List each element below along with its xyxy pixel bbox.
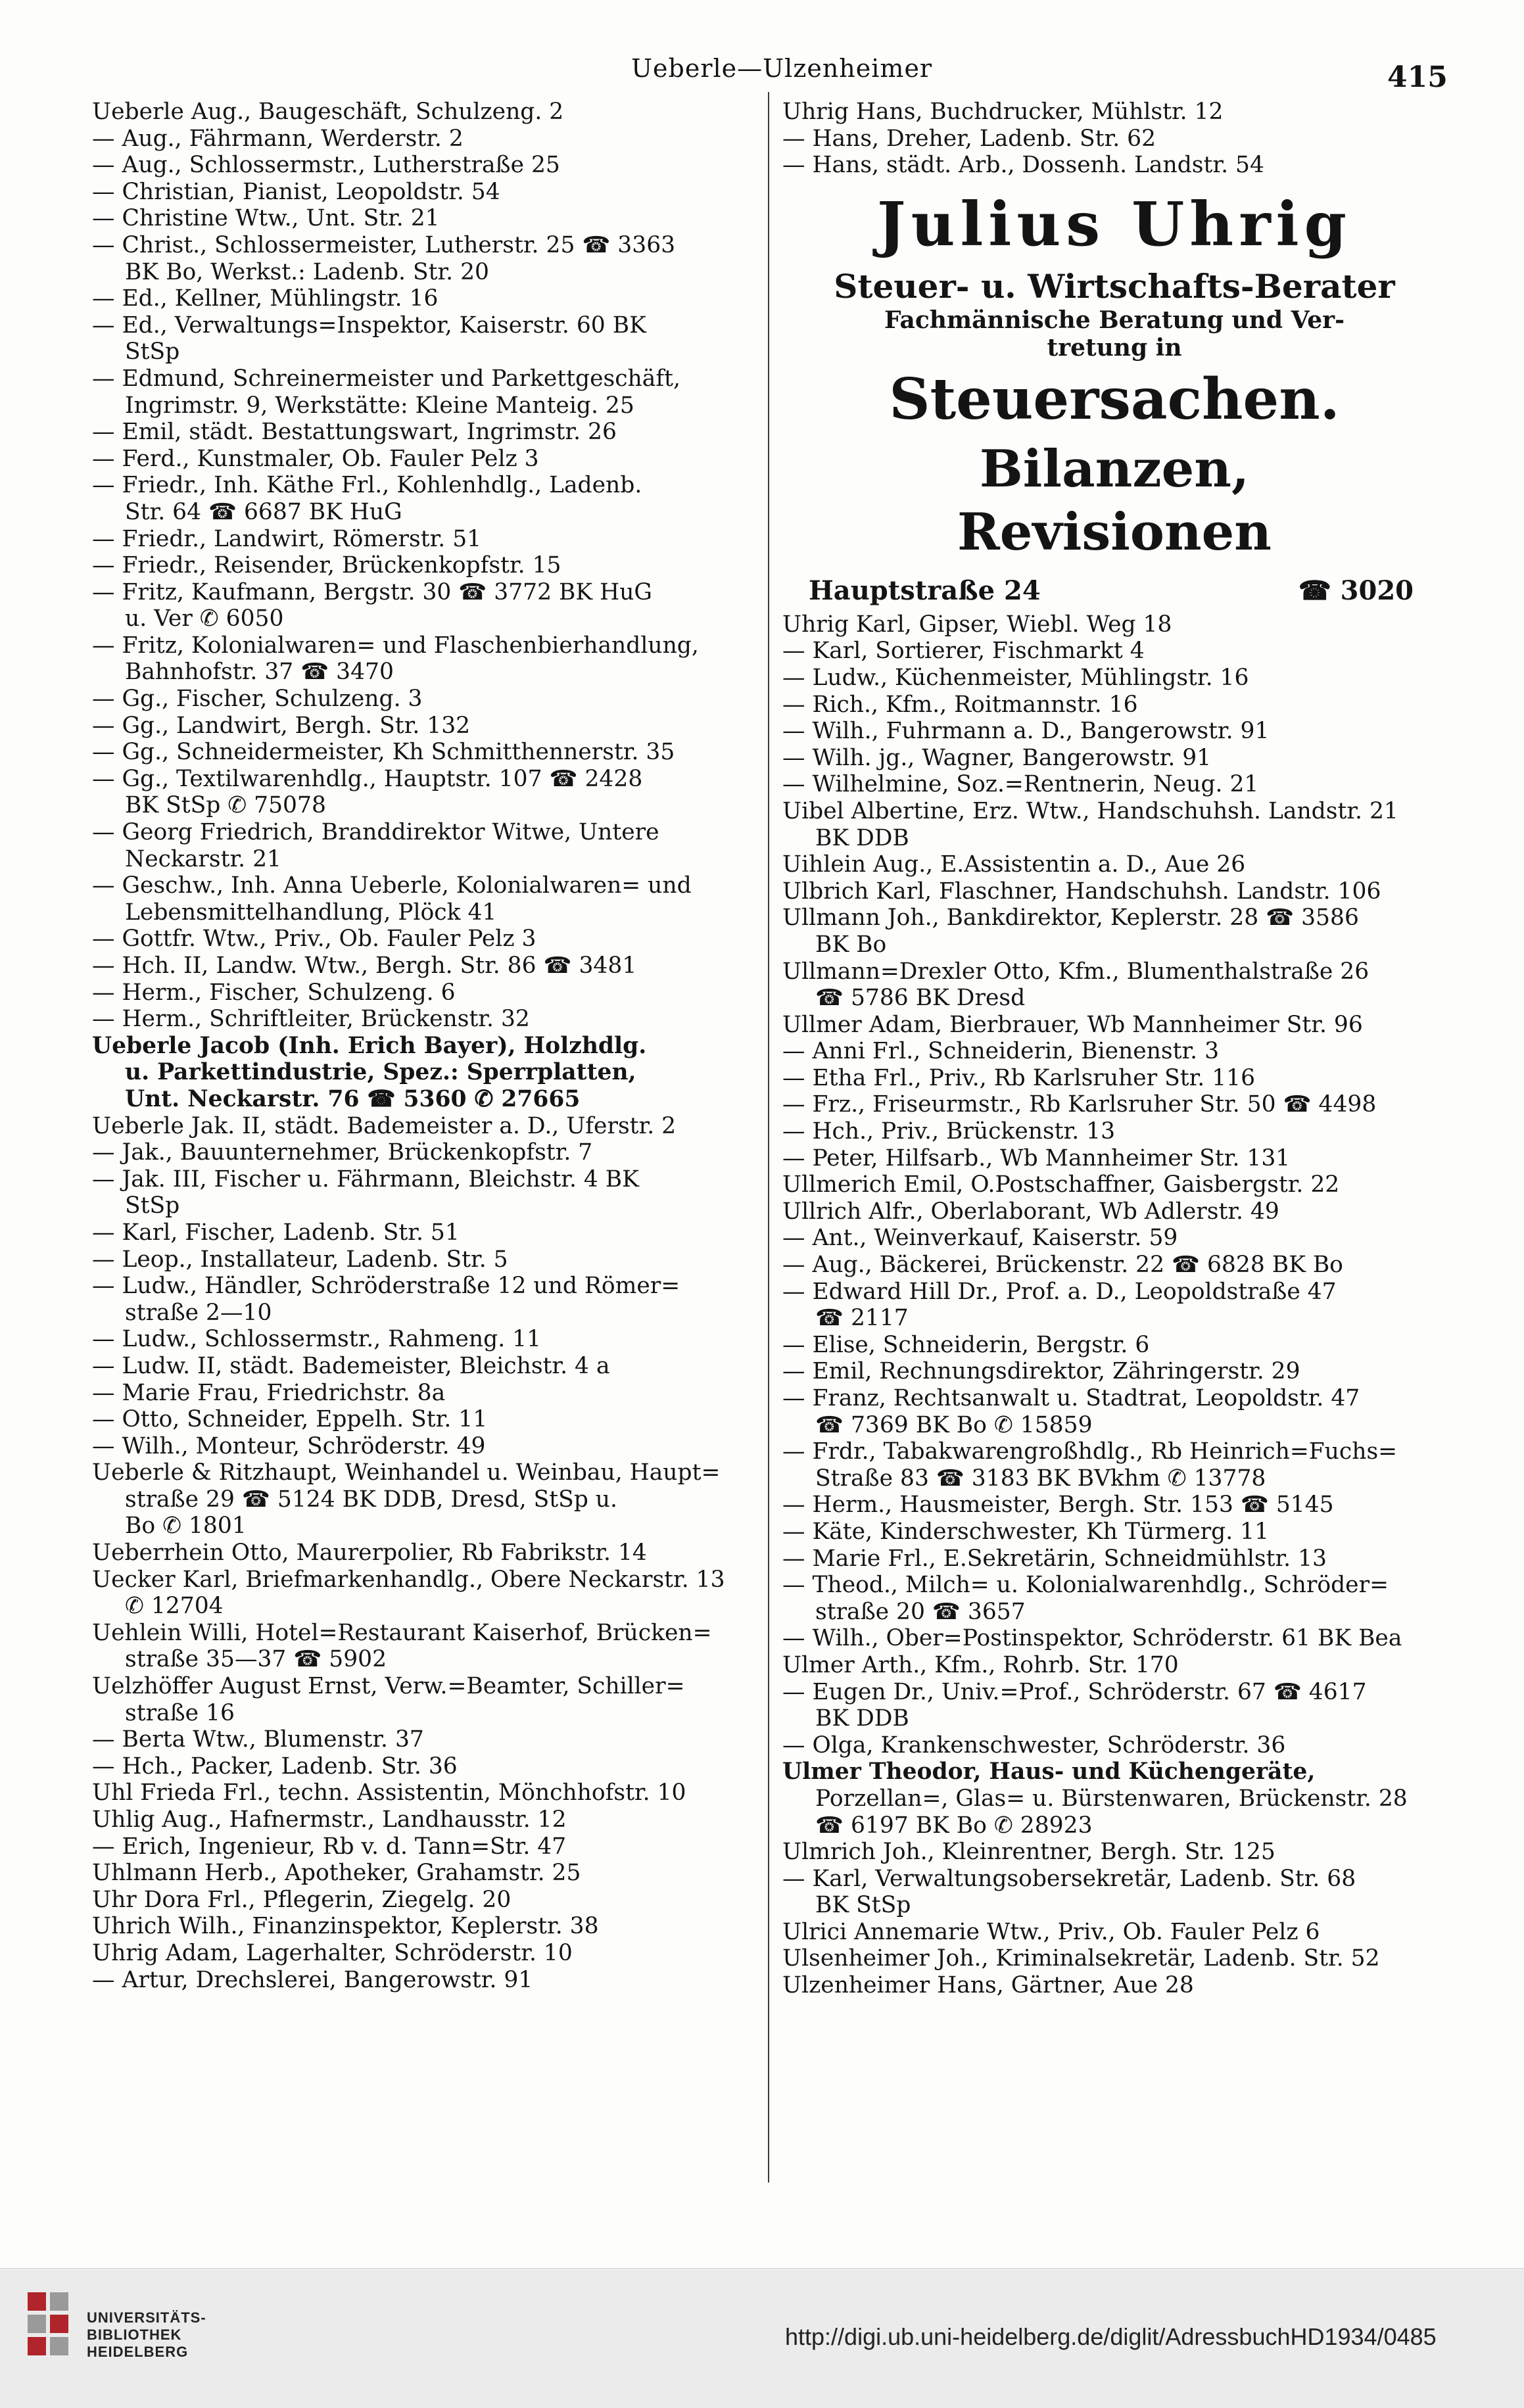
directory-entry: — Herm., Hausmeister, Bergh. Str. 153 ☎ 5145 xyxy=(782,1492,1334,1519)
directory-entry: — Ludw. II, städt. Bademeister, Bleichstr. 4 a xyxy=(92,1352,610,1379)
directory-entry: — Peter, Hilfsarb., Wb Mannheimer Str. 131 xyxy=(782,1145,1291,1171)
directory-entry: — Wilh., Ober=Postinspektor, Schröderstr. 61 BK Bea xyxy=(782,1625,1402,1652)
directory-entry: — Theod., Milch= u. Kolonialwarenhdlg., Schröder= xyxy=(782,1572,1389,1599)
directory-entry: — Wilh., Fuhrmann a. D., Bangerowstr. 91 xyxy=(782,718,1270,745)
directory-entry: ☎ 7369 BK Bo ✆ 15859 xyxy=(815,1411,1093,1438)
directory-entry: Ulmer Arth., Kfm., Rohrb. Str. 170 xyxy=(782,1651,1179,1678)
directory-entry: — Hans, städt. Arb., Dossenh. Landstr. 54 xyxy=(782,152,1264,179)
directory-entry: Uhlig Aug., Hafnermstr., Landhausstr. 12 xyxy=(92,1806,567,1833)
column-divider xyxy=(768,92,769,2183)
directory-entry: — Christian, Pianist, Leopoldstr. 54 xyxy=(92,178,500,205)
page-number: 415 xyxy=(1387,60,1448,94)
directory-entry: ☎ 2117 xyxy=(815,1305,909,1332)
directory-entry: Ulmer Theodor, Haus- und Küchengeräte, xyxy=(782,1759,1316,1785)
directory-entry: — Hans, Dreher, Ladenb. Str. 62 xyxy=(782,125,1156,152)
footer-bar xyxy=(0,2268,1524,2408)
directory-entry: — Geschw., Inh. Anna Ueberle, Kolonialwaren= und xyxy=(92,872,692,899)
university-library-logo-icon xyxy=(28,2292,68,2357)
ad-headline: Bilanzen, xyxy=(979,438,1250,499)
directory-entry: — Georg Friedrich, Branddirektor Witwe, Untere xyxy=(92,819,659,846)
directory-entry: — Rich., Kfm., Roitmannstr. 16 xyxy=(782,691,1138,718)
directory-entry: Ingrimstr. 9, Werkstätte: Kleine Manteig. 25 xyxy=(125,392,634,419)
directory-entry: — Gg., Schneidermeister, Kh Schmitthennerstr. 35 xyxy=(92,739,675,766)
directory-entry: straße 2—10 xyxy=(125,1299,272,1326)
directory-entry: Uhl Frieda Frl., techn. Assistentin, Mönchhofstr. 10 xyxy=(92,1780,686,1806)
directory-entry: — Ludw., Händler, Schröderstraße 12 und Römer= xyxy=(92,1273,680,1300)
directory-entry: — Jak., Bauunternehmer, Brückenkopfstr. 7 xyxy=(92,1139,593,1166)
ad-line: Fachmännische Beratung und Ver- xyxy=(884,306,1345,334)
directory-entry: BK StSp ✆ 75078 xyxy=(125,792,326,819)
directory-entry: — Gg., Landwirt, Bergh. Str. 132 xyxy=(92,712,471,739)
directory-entry: — Emil, Rechnungsdirektor, Zähringerstr. 29 xyxy=(782,1358,1300,1385)
directory-entry: — Karl, Sortierer, Fischmarkt 4 xyxy=(782,638,1145,665)
directory-entry: Ullmer Adam, Bierbrauer, Wb Mannheimer Str. 96 xyxy=(782,1011,1363,1038)
ad-headline: Steuersachen. xyxy=(889,366,1340,433)
directory-entry: straße 29 ☎ 5124 BK DDB, Dresd, StSp u. xyxy=(125,1486,617,1513)
directory-entry: ☎ 6197 BK Bo ✆ 28923 xyxy=(815,1812,1093,1839)
directory-entry: — Ludw., Küchenmeister, Mühlingstr. 16 xyxy=(782,664,1249,691)
directory-entry: Bo ✆ 1801 xyxy=(125,1513,247,1540)
running-head: Ueberle—Ulzenheimer xyxy=(631,54,933,83)
directory-entry: straße 20 ☎ 3657 xyxy=(815,1598,1026,1625)
directory-entry: — Aug., Fährmann, Werderstr. 2 xyxy=(92,125,464,152)
right-column xyxy=(782,99,1446,1999)
directory-entry: Ueberle & Ritzhaupt, Weinhandel u. Weinbau, Haupt= xyxy=(92,1459,721,1486)
directory-entry: BK StSp xyxy=(815,1892,911,1919)
directory-entry: — Elise, Schneiderin, Bergstr. 6 xyxy=(782,1331,1150,1358)
source-url-link[interactable]: http://digi.ub.uni-heidelberg.de/diglit/AdressbuchHD1934/0485 xyxy=(785,2323,1437,2350)
directory-entry: Ulmrich Joh., Kleinrentner, Bergh. Str. 125 xyxy=(782,1839,1275,1866)
directory-entry: — Aug., Bäckerei, Brückenstr. 22 ☎ 6828 BK Bo xyxy=(782,1252,1343,1279)
directory-entry: Porzellan=, Glas= u. Bürstenwaren, Brückenstr. 28 xyxy=(815,1785,1408,1812)
directory-entry: Uhrig Hans, Buchdrucker, Mühlstr. 12 xyxy=(782,99,1224,125)
logo-text: BIBLIOTHEK xyxy=(87,2326,182,2343)
directory-entry: — Anni Frl., Schneiderin, Bienenstr. 3 xyxy=(782,1038,1220,1065)
directory-entry: — Ludw., Schlossermstr., Rahmeng. 11 xyxy=(92,1326,542,1353)
directory-entry: ☎ 5786 BK Dresd xyxy=(815,985,1026,1012)
directory-entry: Ueberle Jacob (Inh. Erich Bayer), Holzhdlg. xyxy=(92,1032,647,1059)
directory-entry: ✆ 12704 xyxy=(125,1593,224,1620)
directory-entry: Unt. Neckarstr. 76 ☎ 5360 ✆ 27665 xyxy=(125,1085,581,1112)
directory-entry: — Hch., Packer, Ladenb. Str. 36 xyxy=(92,1753,458,1780)
directory-entry: — Fritz, Kolonialwaren= und Flaschenbierhandlung, xyxy=(92,632,699,659)
directory-entry: — Marie Frau, Friedrichstr. 8a xyxy=(92,1379,446,1406)
directory-entry: straße 35—37 ☎ 5902 xyxy=(125,1646,387,1673)
directory-entry: Ueberrhein Otto, Maurerpolier, Rb Fabrikstr. 14 xyxy=(92,1540,647,1567)
directory-entry: — Frdr., Tabakwarengroßhdlg., Rb Heinrich=Fuchs= xyxy=(782,1438,1398,1465)
left-column xyxy=(92,99,763,1993)
directory-entry: Ulzenheimer Hans, Gärtner, Aue 28 xyxy=(782,1972,1194,1999)
directory-entry: Uhrig Karl, Gipser, Wiebl. Weg 18 xyxy=(782,611,1172,638)
directory-entry: — Gg., Fischer, Schulzeng. 3 xyxy=(92,686,423,713)
directory-entry: Bahnhofstr. 37 ☎ 3470 xyxy=(125,659,394,686)
directory-entry: — Marie Frl., E.Sekretärin, Schneidmühlstr. 13 xyxy=(782,1545,1327,1572)
directory-entry: — Wilh., Monteur, Schröderstr. 49 xyxy=(92,1432,486,1459)
right-column-entries-top xyxy=(782,99,1446,179)
directory-entry: — Karl, Verwaltungsobersekretär, Ladenb. Str. 68 xyxy=(782,1865,1356,1892)
directory-entry: — Frz., Friseurmstr., Rb Karlsruher Str. 50 ☎ 4498 xyxy=(782,1091,1377,1118)
directory-entry: — Eugen Dr., Univ.=Prof., Schröderstr. 67 ☎ 4617 xyxy=(782,1678,1367,1705)
directory-entry: — Christ., Schlossermeister, Lutherstr. 25 ☎ 3363 xyxy=(92,231,676,258)
directory-entry: — Wilh. jg., Wagner, Bangerowstr. 91 xyxy=(782,744,1212,771)
advertisement-julius-uhrig xyxy=(782,188,1446,611)
directory-entry: Ulsenheimer Joh., Kriminalsekretär, Ladenb. Str. 52 xyxy=(782,1945,1380,1972)
directory-entry: Uehlein Willi, Hotel=Restaurant Kaiserhof, Brücken= xyxy=(92,1619,712,1646)
directory-entry: Ueberle Jak. II, städt. Bademeister a. D., Uferstr. 2 xyxy=(92,1112,677,1139)
directory-entry: Ulbrich Karl, Flaschner, Handschuhsh. Landstr. 106 xyxy=(782,878,1381,905)
directory-entry: Uhr Dora Frl., Pflegerin, Ziegelg. 20 xyxy=(92,1886,512,1913)
directory-entry: — Friedr., Inh. Käthe Frl., Kohlenhdlg., Ladenb. xyxy=(92,472,642,499)
directory-entry: — Leop., Installateur, Ladenb. Str. 5 xyxy=(92,1246,508,1273)
directory-entry: — Herm., Schriftleiter, Brückenstr. 32 xyxy=(92,1006,530,1033)
directory-entry: — Friedr., Reisender, Brückenkopfstr. 15 xyxy=(92,552,561,579)
directory-entry: Str. 64 ☎ 6687 BK HuG xyxy=(125,498,402,525)
logo-text: HEIDELBERG xyxy=(87,2344,189,2360)
directory-entry: — Gottfr. Wtw., Priv., Ob. Fauler Pelz 3 xyxy=(92,926,536,953)
directory-entry: — Olga, Krankenschwester, Schröderstr. 36 xyxy=(782,1732,1286,1759)
directory-entry: Neckarstr. 21 xyxy=(125,845,281,872)
ad-headline: Revisionen xyxy=(957,502,1272,562)
directory-entry: Lebensmittelhandlung, Plöck 41 xyxy=(125,899,497,926)
directory-entry: Uelzhöffer August Ernst, Verw.=Beamter, Schiller= xyxy=(92,1673,685,1700)
directory-entry: — Ant., Weinverkauf, Kaiserstr. 59 xyxy=(782,1225,1178,1252)
directory-entry: — Edward Hill Dr., Prof. a. D., Leopoldstraße 47 xyxy=(782,1278,1337,1305)
directory-entry: — Berta Wtw., Blumenstr. 37 xyxy=(92,1726,424,1753)
directory-entry: — Artur, Drechslerei, Bangerowstr. 91 xyxy=(92,1966,533,1993)
directory-entry: Ullmann=Drexler Otto, Kfm., Blumenthalstraße 26 xyxy=(782,958,1369,985)
directory-entry: — Käte, Kinderschwester, Kh Türmerg. 11 xyxy=(782,1518,1270,1545)
ad-line: tretung in xyxy=(1047,333,1182,362)
ad-name: Julius Uhrig xyxy=(877,188,1352,260)
directory-entry: — Christine Wtw., Unt. Str. 21 xyxy=(92,205,440,232)
directory-entry: Ulrici Annemarie Wtw., Priv., Ob. Fauler Pelz 6 xyxy=(782,1918,1320,1945)
directory-entry: Uecker Karl, Briefmarkenhandlg., Obere Neckarstr. 13 xyxy=(92,1566,725,1593)
directory-entry: StSp xyxy=(125,339,180,366)
ad-title: Steuer- u. Wirtschafts-Berater xyxy=(834,266,1395,306)
directory-entry: Uihlein Aug., E.Assistentin a. D., Aue 26 xyxy=(782,851,1246,878)
directory-entry: — Gg., Textilwarenhdlg., Hauptstr. 107 ☎ 2428 xyxy=(92,765,643,792)
right-column-entries-bottom xyxy=(782,611,1446,1999)
directory-entry: — Erich, Ingenieur, Rb v. d. Tann=Str. 47 xyxy=(92,1833,567,1860)
directory-entry: Ueberle Aug., Baugeschäft, Schulzeng. 2 xyxy=(92,99,564,125)
directory-entry: Ullmerich Emil, O.Postschaffner, Gaisbergstr. 22 xyxy=(782,1171,1340,1198)
logo-text: UNIVERSITÄTS- xyxy=(87,2309,206,2326)
directory-entry: Uhrich Wilh., Finanzinspektor, Keplerstr. 38 xyxy=(92,1913,599,1940)
directory-entry: StSp xyxy=(125,1192,180,1219)
directory-entry: — Karl, Fischer, Ladenb. Str. 51 xyxy=(92,1219,460,1246)
directory-entry: — Etha Frl., Priv., Rb Karlsruher Str. 116 xyxy=(782,1064,1256,1091)
directory-entry: — Edmund, Schreinermeister und Parkettgeschäft, xyxy=(92,365,680,392)
directory-entry: — Fritz, Kaufmann, Bergstr. 30 ☎ 3772 BK HuG xyxy=(92,578,652,605)
directory-entry: — Wilhelmine, Soz.=Rentnerin, Neug. 21 xyxy=(782,771,1259,798)
directory-entry: u. Ver ✆ 6050 xyxy=(125,605,284,632)
directory-entry: — Franz, Rechtsanwalt u. Stadtrat, Leopoldstr. 47 xyxy=(782,1385,1360,1411)
directory-entry: — Emil, städt. Bestattungswart, Ingrimstr. 26 xyxy=(92,419,617,446)
directory-entry: Uhrig Adam, Lagerhalter, Schröderstr. 10 xyxy=(92,1939,573,1966)
directory-entry: BK Bo xyxy=(815,931,887,958)
directory-entry: Straße 83 ☎ 3183 BK BVkhm ✆ 13778 xyxy=(815,1465,1266,1492)
directory-entry: — Hch., Priv., Brückenstr. 13 xyxy=(782,1118,1116,1145)
directory-entry: straße 16 xyxy=(125,1699,235,1726)
directory-entry: — Ed., Verwaltungs=Inspektor, Kaiserstr. 60 BK xyxy=(92,312,646,339)
directory-entry: — Ferd., Kunstmaler, Ob. Fauler Pelz 3 xyxy=(92,445,539,472)
directory-entry: — Otto, Schneider, Eppelh. Str. 11 xyxy=(92,1406,488,1433)
directory-entry: u. Parkettindustrie, Spez.: Sperrplatten, xyxy=(125,1059,636,1086)
directory-entry: BK Bo, Werkst.: Ladenb. Str. 20 xyxy=(125,258,489,285)
directory-entry: — Jak. III, Fischer u. Fährmann, Bleichstr. 4 BK xyxy=(92,1166,639,1192)
directory-entry: — Ed., Kellner, Mühlingstr. 16 xyxy=(92,285,439,312)
ad-address: Hauptstraße 24 xyxy=(809,575,1041,606)
directory-entry: — Friedr., Landwirt, Römerstr. 51 xyxy=(92,525,482,552)
directory-entry: — Aug., Schlossermstr., Lutherstraße 25 xyxy=(92,152,560,179)
directory-entry: Ullmann Joh., Bankdirektor, Keplerstr. 28 ☎ 3586 xyxy=(782,905,1359,932)
directory-entry: BK DDB xyxy=(815,1705,909,1732)
directory-entry: Uibel Albertine, Erz. Wtw., Handschuhsh. Landstr. 21 xyxy=(782,797,1398,824)
directory-entry: Ullrich Alfr., Oberlaborant, Wb Adlerstr. 49 xyxy=(782,1198,1279,1225)
directory-entry: — Herm., Fischer, Schulzeng. 6 xyxy=(92,979,456,1006)
ad-address-row xyxy=(782,571,1446,611)
ad-phone: ☎ 3020 xyxy=(1298,575,1414,606)
directory-entry: BK DDB xyxy=(815,824,909,851)
directory-entry: Uhlmann Herb., Apotheker, Grahamstr. 25 xyxy=(92,1860,581,1887)
directory-entry: — Hch. II, Landw. Wtw., Bergh. Str. 86 ☎ 3481 xyxy=(92,953,637,979)
